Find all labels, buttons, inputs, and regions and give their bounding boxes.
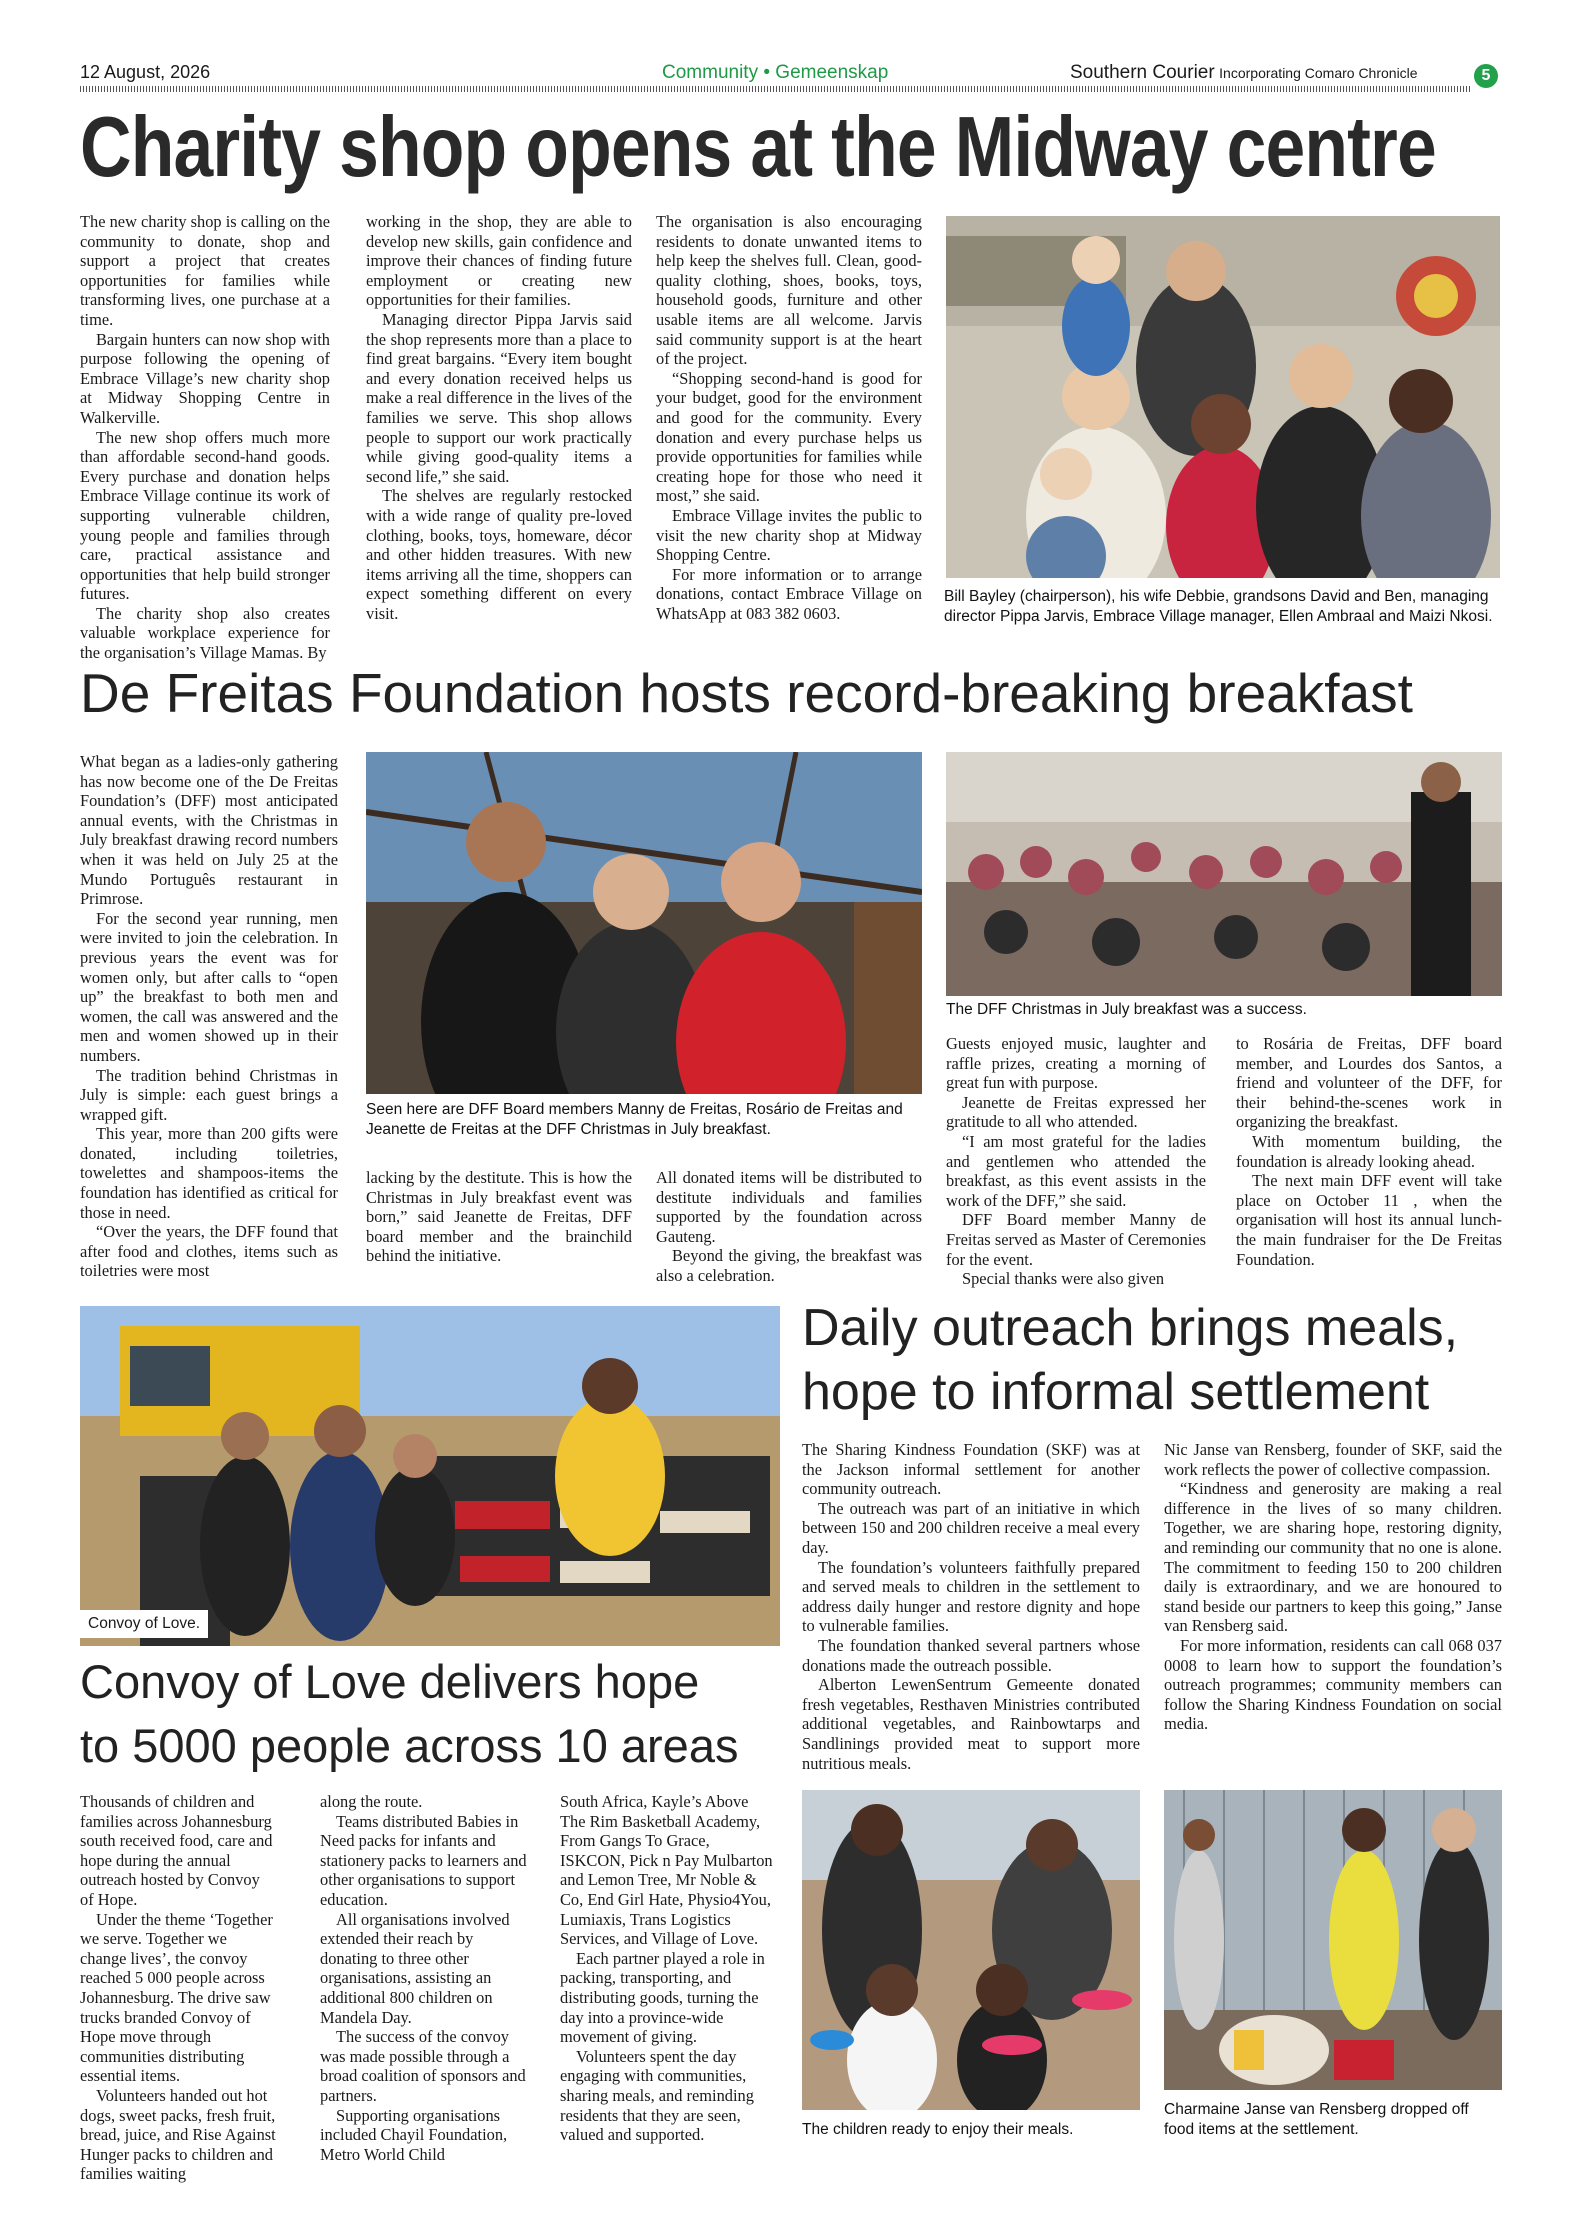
- dff-breakfast-crowd-photo: [946, 752, 1502, 996]
- page-header: [0, 0, 1572, 100]
- convoy-of-love-photo: [80, 1306, 780, 1646]
- dff-board-members-photo: [366, 752, 922, 1094]
- article3-col3: South Africa, Kayle’s Above The Rim Basketball Academy, From Gangs To Grace, ISKCON, Pick n Pay Mulbarton and Lemon Tree, Mr Noble & Co, End Girl Hate, Physio4You, Lumiaxis, Trans Logistics Services, and Village of Love. Each partner played a role in packing, transporting, and distributing goods, turning the day into a province-wide movement of giving. Volunteers spent the day engaging with communities, sharing meals, and reminding residents that they are seen, valued and supported.: [560, 1792, 773, 2145]
- article1-col2: working in the shop, they are able to develop new skills, gain confidence and improve their chances of finding future employment or creating new opportunities for their families. Managing director Pippa Jarvis said the shop represents more than a place to find great bargains. “Every item bought and every donation received helps us make a real difference in the lives of the families we serve. This shop allows people to support our work practically while giving good-quality items a second life,” she said. The shelves are regularly restocked with a wide range of quality pre-loved clothing, books, toys, homeware, décor and other hidden treasures. With new items arriving all the time, shoppers can expect something different on every visit.: [366, 212, 632, 623]
- article3-col2: along the route. Teams distributed Babies in Need packs for infants and stationery packs to learners and other organisations to support education. All organisations involved extended their reach by donating to three other organisations, assisting an additional 800 children on Mandela Day. The success of the convoy was made possible through a broad coalition of sponsors and partners. Supporting organisations included Chayil Foundation, Metro World Child: [320, 1792, 527, 2164]
- children-meals-photo: [802, 1790, 1140, 2110]
- article4-photo1-caption: The children ready to enjoy their meals.: [802, 2121, 1074, 2138]
- article2-col1: What began as a ladies-only gathering has now become one of the De Freitas Foundation’s (DFF) most anticipated annual events, with the Christmas in July breakfast drawing record numbers when it was held on July 25 at the Mundo Português restaurant in Primrose. For the second year running, men were invited to join the celebration. In previous years the event was for women only, but after calls to “open up” the breakfast to both men and women, the call was answered and the men and women showed up in their numbers. The tradition behind Christmas in July is simple: each guest brings a wrapped gift. This year, more than 200 gifts were donated, including toiletries, towelettes and shampoos-items the foundation has identified as critical for those in need. “Over the years, the DFF found that after food and clothes, items such as toiletries were most: [80, 752, 338, 1281]
- article1-col1: The new charity shop is calling on the community to donate, shop and support a project that creates opportunities for families while transforming lives, one purchase at a time. Bargain hunters can now shop with purpose following the opening of Embrace Village’s new charity shop at Midway Shopping Centre in Walkerville. The new shop offers much more than affordable second-hand goods. Every purchase and donation helps Embrace Village continue its work of supporting vulnerable children, young people and families through care, practical assistance and opportunities that help build stronger futures. The charity shop also creates valuable workplace experience for the organisation’s Village Mamas. By: [80, 212, 330, 663]
- food-dropoff-photo: [1164, 1790, 1502, 2090]
- paper-name: Southern Courier: [1070, 62, 1215, 83]
- article3-headline: Convoy of Love delivers hope to 5000 people across 10 areas: [80, 1655, 739, 1772]
- page-number-badge: [1474, 64, 1498, 88]
- section-label: Community • Gemeenskap: [662, 62, 889, 83]
- convoy-photo-caption-box: [80, 1610, 208, 1638]
- article1-photo-caption: Bill Bayley (chairperson), his wife Debbie, grandsons David and Ben, managing director Pippa Jarvis, Embrace Village manager, Ellen Ambraal and Maizi Nkosi.: [944, 588, 1493, 625]
- article2-col5: to Rosária de Freitas, DFF board member, and Lourdes dos Santos, a friend and volunteer of the DFF, for their behind-the-scenes work in organizing the breakfast. With momentum building, the foundation is already looking ahead. The next main DFF event will take place on October 11 , when the organisation will host its annual lunch-the main fundraiser for the De Freitas Foundation.: [1236, 1034, 1502, 1269]
- article2-headline: De Freitas Foundation hosts record-breaking breakfast: [80, 662, 1413, 724]
- article2-col4: Guests enjoyed music, laughter and raffle prizes, creating a morning of great fun with purpose. Jeanette de Freitas expressed her gratitude to all who attended. “I am most grateful for the ladies and gentlemen who attended the breakfast, as this event assists in the work of the DFF,” she said. DFF Board member Manny de Freitas served as Master of Ceremonies for the event. Special thanks were also given: [946, 1034, 1206, 1289]
- article4-photo2-caption: Charmaine Janse van Rensberg dropped off food items at the settlement.: [1164, 2101, 1469, 2138]
- article3-photo-caption: Convoy of Love.: [88, 1615, 201, 1632]
- paper-subtitle: Incorporating Comaro Chronicle: [1219, 65, 1418, 81]
- article2-photo1-caption: Seen here are DFF Board members Manny de Freitas, Rosário de Freitas and Jeanette de Freitas at the DFF Christmas in July breakfast.: [366, 1101, 903, 1138]
- header-rule: [80, 86, 1472, 92]
- embrace-village-group-photo: [946, 216, 1500, 578]
- article3-col1: Thousands of children and families across Johannesburg south received food, care and hope during the annual outreach hosted by Convoy of Hope. Under the theme ‘Together we serve. Together we change lives’, the convoy reached 5 000 people across Johannesburg. The drive saw trucks branded Convoy of Hope move through communities distributing essential items. Volunteers handed out hot dogs, sweet packs, fresh fruit, bread, juice, and Rise Against Hunger packs to children and families waiting: [80, 1792, 276, 2184]
- article2-col3: All donated items will be distributed to destitute individuals and families supported by the foundation across Gauteng. Beyond the giving, the breakfast was also a celebration.: [656, 1168, 922, 1285]
- article4-col2: Nic Janse van Rensberg, founder of SKF, said the work reflects the power of collective compassion. “Kindness and generosity are making a real difference in the lives of so many children. Together, we are sharing hope, restoring dignity, and reminding our community that no one is alone. The commitment to feeding 150 to 200 children daily is extraordinary, and we are honoured to stand beside our partners to keep this going,” Janse van Rensberg said. For more information, residents can call 068 037 0008 to learn how to support the foundation’s outreach programmes; community members can follow the Sharing Kindness Foundation on social media.: [1164, 1440, 1502, 1734]
- paper-title: [1070, 62, 1418, 84]
- article1-col3: The organisation is also encouraging residents to donate unwanted items to help keep the shelves full. Clean, good-quality clothing, shoes, books, toys, household goods, furniture and other usable items are all welcome. Jarvis said community support is at the heart of the project. “Shopping second-hand is good for your budget, good for the environment and good for the community. Every donation and every purchase helps us provide opportunities for families while creating hope for those who need it most,” she said. Embrace Village invites the public to visit the new charity shop at Midway Shopping Centre. For more information or to arrange donations, contact Embrace Village on WhatsApp at 083 382 0603.: [656, 212, 922, 623]
- article4-headline: Daily outreach brings meals, hope to informal settlement: [802, 1299, 1459, 1421]
- article2-photo2-caption: The DFF Christmas in July breakfast was a success.: [946, 1001, 1307, 1018]
- article4-col1: The Sharing Kindness Foundation (SKF) was at the Jackson informal settlement for another community outreach. The outreach was part of an initiative in which between 150 and 200 children receive a meal every day. The foundation’s volunteers faithfully prepared and served meals to children in the settlement to address daily hunger and restore dignity and hope to vulnerable families. The foundation thanked several partners whose donations made the outreach possible. Alberton LewenSentrum Gemeente donated fresh vegetables, Resthaven Ministries contributed additional vegetables, and Rainbowtarps and Sandlinings provided meat to support more nutritious meals.: [802, 1440, 1140, 1773]
- issue-date: 12 August, 2026: [80, 62, 211, 82]
- article1-headline: Charity shop opens at the Midway centre: [80, 100, 1436, 195]
- page-number: 5: [1481, 67, 1491, 84]
- article2-col2: lacking by the destitute. This is how the Christmas in July breakfast event was born,” said Jeanette de Freitas, DFF board member and the brainchild behind the initiative.: [366, 1168, 632, 1266]
